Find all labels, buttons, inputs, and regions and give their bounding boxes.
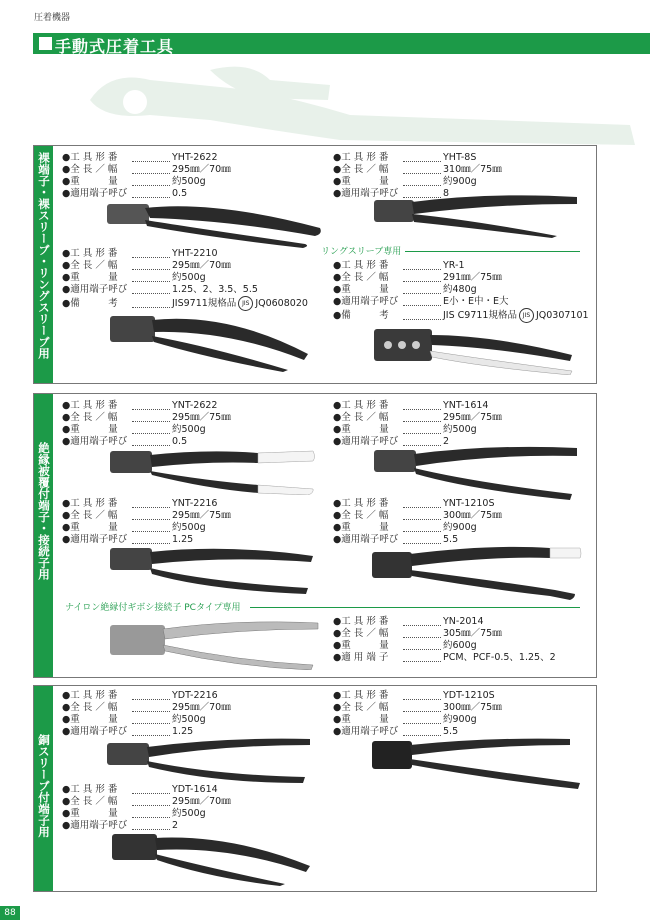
jis-mark-icon: JIS — [519, 308, 534, 323]
crimp-tool-image — [370, 540, 585, 600]
page-title-bar — [33, 33, 650, 54]
crimp-tool-image — [110, 828, 315, 886]
crimp-tool-image — [108, 615, 323, 670]
crimp-tool-image — [372, 442, 582, 500]
product-spec-ydt-2216: ●工 具 形 番 YDT-2216 ●全 長 ／ 幅 295㎜／70㎜ ●重 量 約500g ●適用端子呼び 1.25 — [62, 690, 231, 737]
page-number: 88 — [0, 906, 20, 920]
product-spec-yn-2014: ●工 具 形 番 YN-2014 ●全 長 ／ 幅 305㎜／75㎜ ●重 量 約600g ●適 用 端 子 PCM、PCF-0.5、1.25、2 — [333, 616, 556, 663]
crimp-tool-image — [372, 192, 582, 238]
crimp-tool-image — [108, 542, 318, 594]
product-spec-ynt-1614: ●工 具 形 番 YNT-1614 ●全 長 ／ 幅 295㎜／75㎜ ●重 量 約500g ●適用端子呼び 2 — [333, 400, 502, 447]
product-spec-yht-2622: ●工 具 形 番 YHT-2622 ●全 長 ／ 幅 295㎜／70㎜ ●重 量 約500g ●適用端子呼び 0.5 — [62, 152, 231, 199]
product-spec-ydt-1210s: ●工 具 形 番 YDT-1210S ●全 長 ／ 幅 300㎜／75㎜ ●重 量 約900g ●適用端子呼び 5.5 — [333, 690, 502, 737]
breadcrumb-category: 圧着機器 — [34, 13, 71, 23]
section-side-label: 絶縁被覆付端子・接続子用 — [34, 394, 53, 677]
jis-mark-icon: JIS — [238, 296, 253, 311]
product-spec-ynt-1210s: ●工 具 形 番 YNT-1210S ●全 長 ／ 幅 300㎜／75㎜ ●重 量 約900g ●適用端子呼び 5.5 — [333, 498, 502, 545]
crimp-tool-image — [372, 325, 577, 375]
subheading-pc-type: ナイロン絶縁付ギボシ接続子 PCタイプ専用 — [65, 603, 241, 613]
crimp-tool-image — [370, 735, 585, 790]
product-spec-yht-8s: ●工 具 形 番 YHT-8S ●全 長 ／ 幅 310㎜／75㎜ ●重 量 約900g ●適用端子呼び 8 — [333, 152, 502, 199]
title-square-icon — [39, 37, 52, 50]
product-spec-yr-1: ●工 具 形 番 YR-1 ●全 長 ／ 幅 291㎜／75㎜ ●重 量 約480g ●適用端子呼び E小・E中・E大 ●備 考 JIS C9711規格品 JIS JQ0307101 — [333, 260, 589, 321]
background-tool-silhouette-icon — [90, 60, 650, 150]
product-spec-ynt-2622: ●工 具 形 番 YNT-2622 ●全 長 ／ 幅 295㎜／75㎜ ●重 量 約500g ●適用端子呼び 0.5 — [62, 400, 231, 447]
section-side-label: 銅スリーブ付端子用 — [34, 686, 53, 891]
crimp-tool-image — [105, 198, 325, 248]
section-side-label: 裸端子・裸スリーブ・リングスリーブ用 — [34, 146, 53, 383]
subheading-divider — [405, 251, 580, 252]
product-spec-ydt-1614: ●工 具 形 番 YDT-1614 ●全 長 ／ 幅 295㎜／70㎜ ●重 量 約500g ●適用端子呼び 2 — [62, 784, 231, 831]
subheading-divider — [250, 607, 580, 608]
product-spec-ynt-2216: ●工 具 形 番 YNT-2216 ●全 長 ／ 幅 295㎜／75㎜ ●重 量 約500g ●適用端子呼び 1.25 — [62, 498, 231, 545]
crimp-tool-image — [108, 310, 313, 372]
page-title: 手動式圧着工具 — [55, 37, 175, 56]
product-spec-yht-2210: ●工 具 形 番 YHT-2210 ●全 長 ／ 幅 295㎜／70㎜ ●重 量 約500g ●適用端子呼び 1.25、2、3.5、5.5 ●備 考 JIS9711規格品 JIS JQ0608020 — [62, 248, 308, 309]
subheading-ring-sleeve: リングスリーブ専用 — [321, 247, 402, 257]
crimp-tool-image — [105, 735, 315, 785]
crimp-tool-image — [108, 445, 318, 495]
